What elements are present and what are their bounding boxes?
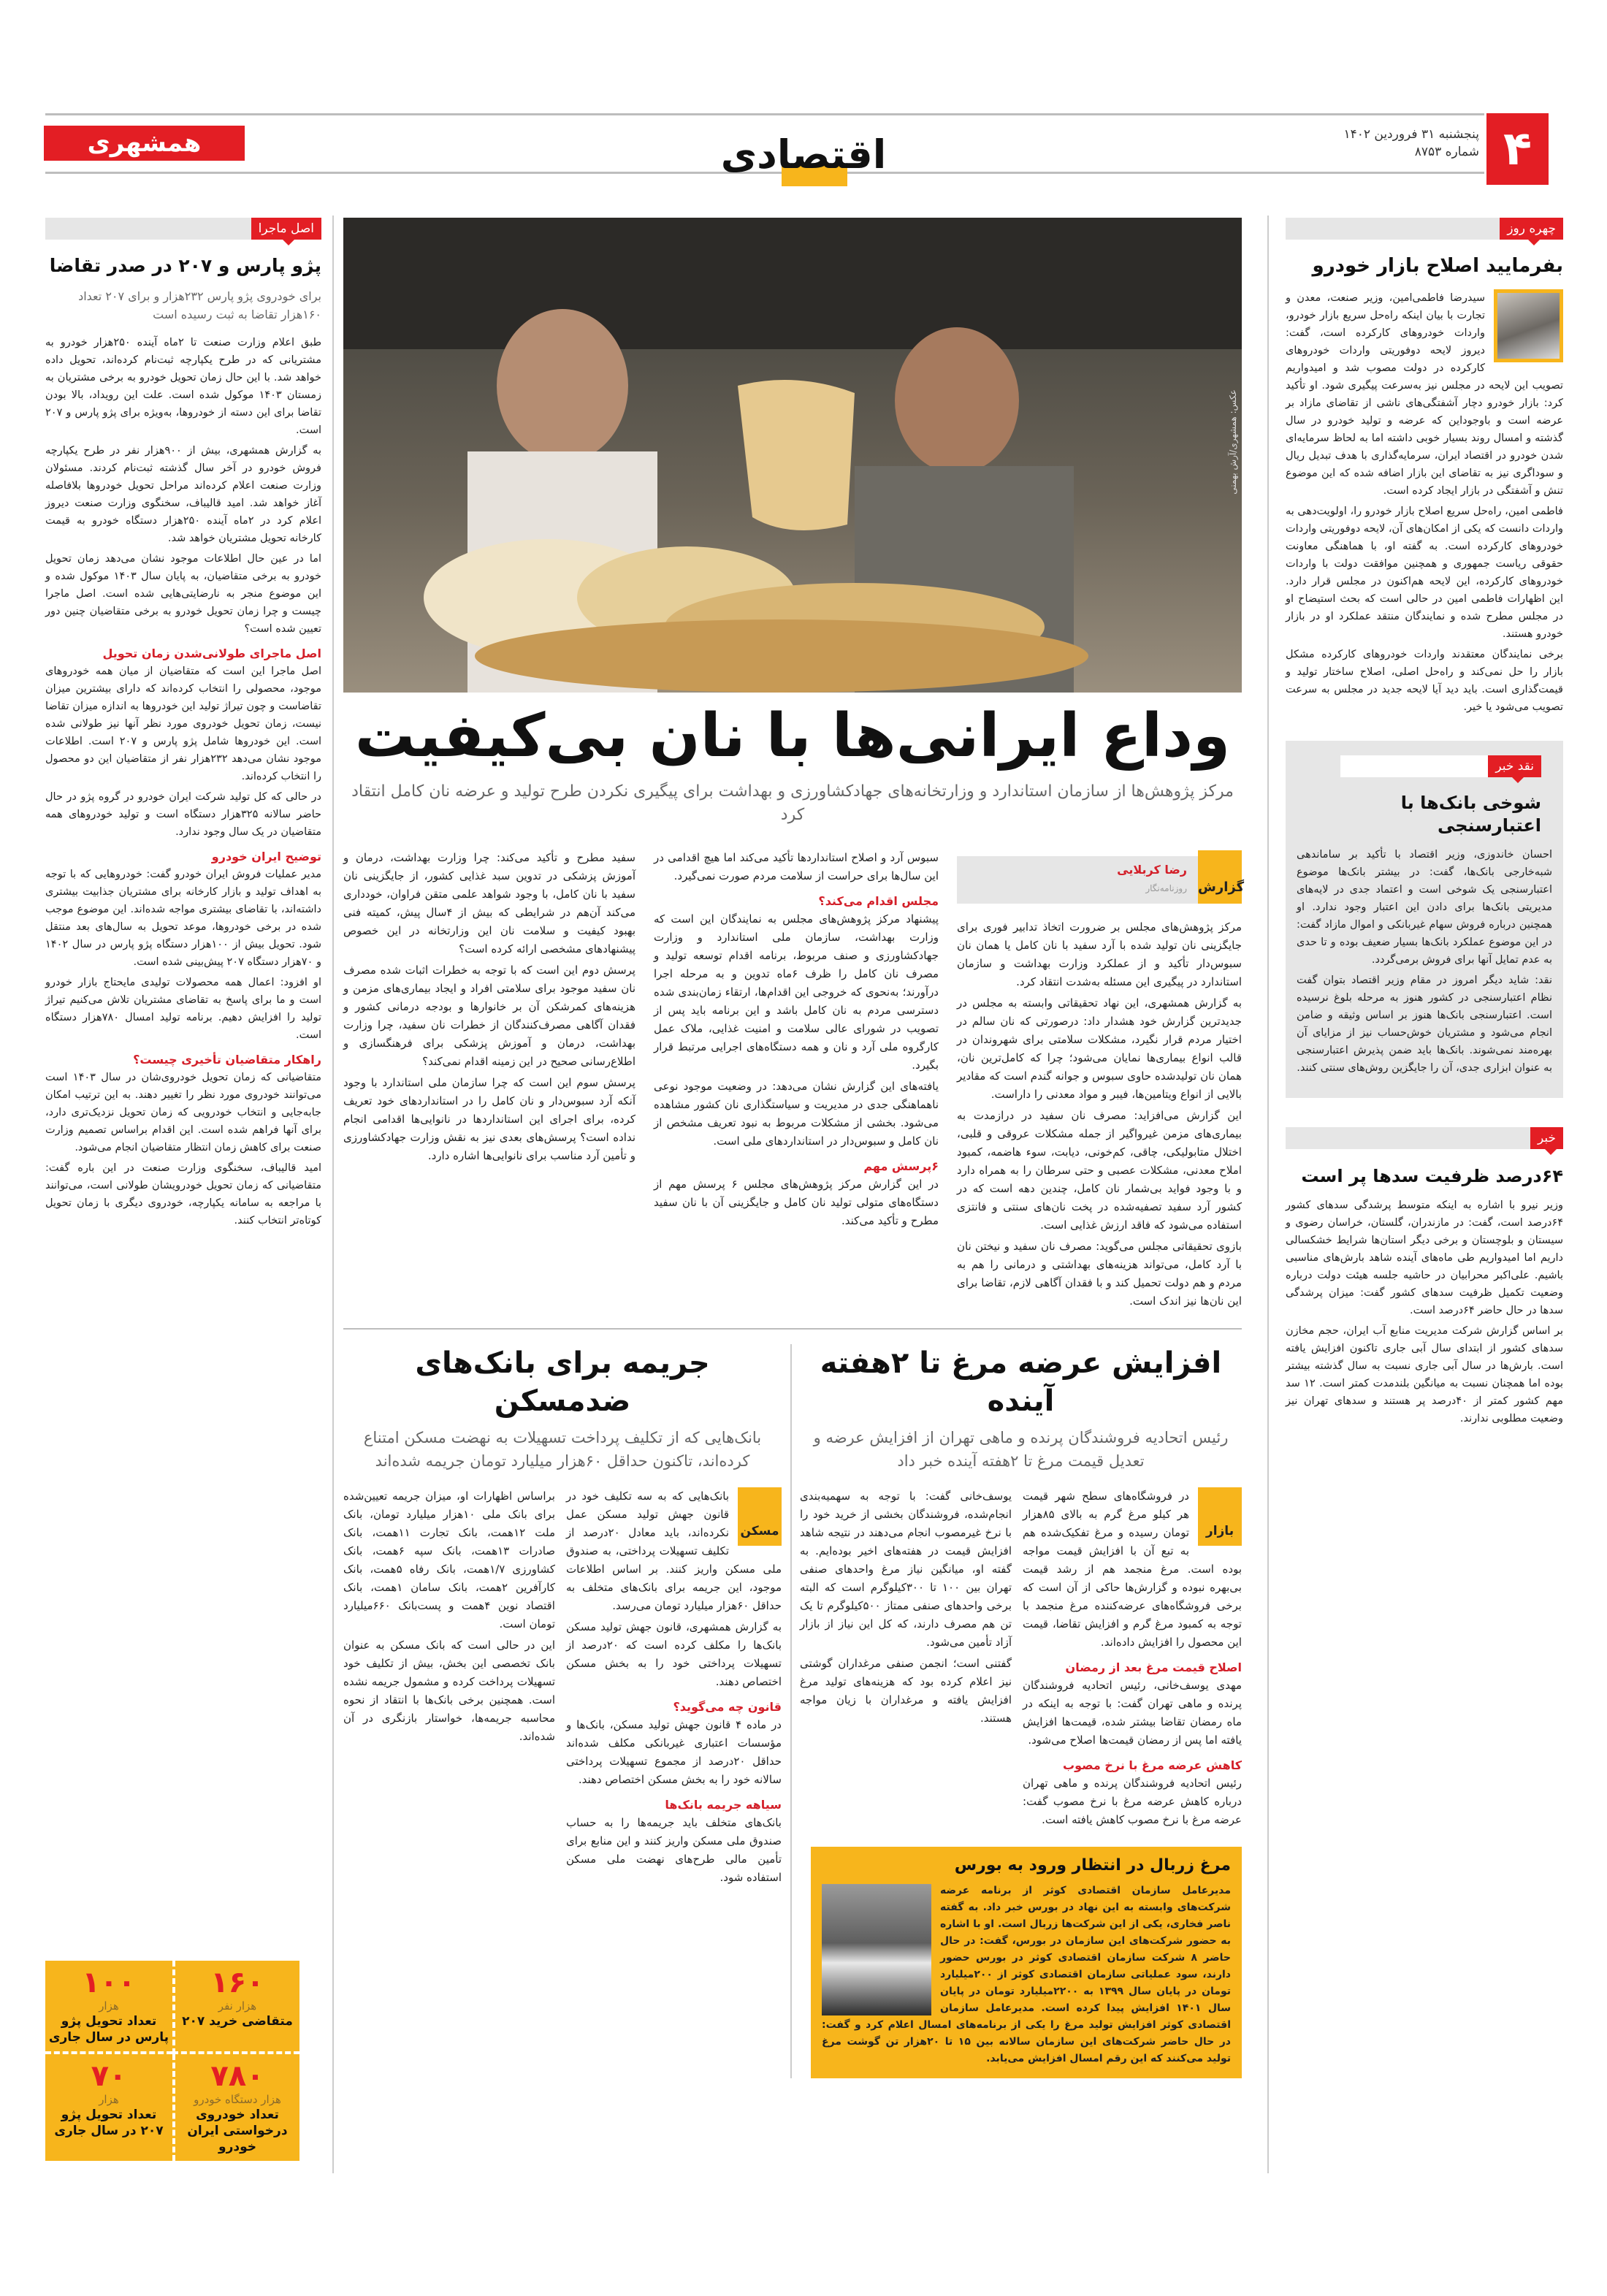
paragraph: بانک‌های متخلف باید جریمه‌ها را به حساب صندوق ملی مسکن واریز کنند و این منابع برای تأمین مالی طرح‌های نهضت ملی مسکن استفاده شود. (566, 1816, 782, 1884)
main-body-col2 (654, 849, 939, 1233)
stat-item (45, 1961, 172, 2054)
paragraph: اما در عین حال اطلاعات موجود نشان می‌دهد زمان تحویل خودرو به برخی متقاضیان، به پایان سال ۱۴۰۳ موکول شده و این موضوع منجر به نارضایتی‌هایی شده است. اصل ماجرا چیست و چرا زمان تحویل خودرو به برخی متقاضیان چنین دور تعیین شده است؟ (45, 552, 321, 635)
stats-box (45, 1961, 299, 2161)
chicken-article (800, 1344, 1242, 2078)
byline-box (957, 856, 1245, 904)
tag-critique: نقد خبر (1488, 755, 1541, 777)
issue-info (1315, 126, 1479, 161)
stat-item (172, 1961, 299, 2054)
kicker-housing: مسکن (738, 1487, 782, 1546)
stat-label: تعداد تحویل پژو ۲۰۷ در سال جاری (54, 2108, 164, 2138)
article-body (1286, 289, 1563, 719)
paragraph: در این گزارش مرکز پژوهش‌های مجلس ۶ پرسش مهم از دستگاه‌های متولی تولید نان کامل و جایگزینی آن با نان سفید مطرح و تأکید می‌کند. (654, 1178, 939, 1227)
bank-fine-article (343, 1344, 782, 2078)
subheading: اصل ماجرای طولانی‌شدن زمان تحویل (102, 646, 321, 660)
chicken-body-col1 (1023, 1487, 1242, 1832)
divider (343, 1328, 1242, 1330)
lower-articles-row (343, 1344, 1242, 2078)
article-title: بفرمایید اصلاح بازار خودرو (1312, 255, 1563, 277)
paragraph: مرکز پژوهش‌های مجلس بر ضرورت اتخاذ تدابیر فوری برای جایگزینی نان تولید شده با آرد سفید با نان کامل یا همان نان سبوس‌دار تأکید و از عملکرد وزارت بهداشت و سازمان استاندارد در پیگیری این مسئله به‌شدت انتقاد کرد. (957, 920, 1242, 988)
paragraph: سبوس آرد و اصلاح استانداردها تأکید می‌کند اما هیچ اقدامی در این سال‌ها برای حراست از سلامت مردم صورت نمی‌گیرد. (654, 851, 939, 882)
tag-bar (1286, 1127, 1563, 1149)
paragraph: او افزود: اعمال همه محصولات تولیدی مایحتاج بازار خودرو است و ما برای پاسخ به تقاضای مشتریان تلاش می‌کنیم تیراژ تولید را افزایش دهیم. برنامه تولید امسال ۷۸۰هزار دستگاه است. (45, 976, 322, 1041)
executive-photo (822, 1884, 931, 2015)
car-story-body (45, 334, 321, 1232)
paragraph: فاطمی امین، راه‌حل سریع اصلاح بازار خودرو را، اولویت‌دهی به واردات دانست که یکی از امکان‌های آن، لایحه دوفوریتی واردات خودروهای کارکرده است. به گفته او، با هماهنگی معاونت حقوقی ریاست جمهوری و همچنین موافقت دولت با واردات خودروهای کارکرده، این لایحه هم‌اکنون در مجلس قرار دارد. این اظهارات فاطمی امین در حالی است که بحث استیضاح او در مجلس مطرح شده و نمایندگان منتقد عملکرد او در بازار خودرو هستند. (1286, 505, 1563, 640)
paragraph: در ماده ۴ قانون جهش تولید مسکن، بانک‌ها و مؤسسات اعتباری غیربانکی مکلف شده‌اند حداقل ۲۰درصد از مجموع تسهیلات پرداختی سالانه خود را به بخش مسکن اختصاص دهند. (566, 1718, 782, 1786)
stat-unit: هزار دستگاه خودرو (194, 2093, 281, 2106)
main-body-row (343, 849, 1245, 1313)
tag-bar (1286, 218, 1563, 240)
paragraph: سفید مطرح و تأکید می‌کند: چرا وزارت بهداشت، درمان و آموزش پزشکی در تدوین سبد غذایی کشور، از جایگزینی نان سفید با نان کامل، با وجود شواهد علمی متقن فراوان، خودداری می‌کند آن‌هم در شرایطی که بیش از ۴سال پیش، کمیته فنی بهبود کیفیت و سلامت نان این وزارتخانه در این خصوص پیشنهادهای مشخصی ارائه کرده است؟ (343, 851, 635, 956)
stat-value: ۷۸۰ (210, 2059, 264, 2093)
stat-value: ۱۶۰ (210, 1966, 264, 1999)
paragraph: براساس اظهارات او، میزان جریمه تعیین‌شده برای بانک ملی ۱۰هزار میلیارد تومان، بانک ملت ۱۲همت، بانک تجارت ۱۱همت، بانک صادرات ۱۳همت، بانک سپه ۶همت، بانک کشاورزی ۱/۷همت، بانک رفاه ۵همت، بانک کارآفرین ۲همت، بانک سامان ۱همت، بانک اقتصاد نوین ۴همت و پست‌بانک ۶۶۰میلیارد تومان است. (343, 1490, 556, 1631)
paragraph: گفتنی است؛ انجمن صنفی مرغداران گوشتی نیز اعلام کرده بود که هزینه‌های تولید مرغ افزایش یافته و مرغداران با زیان مواجه هستند. (800, 1657, 1012, 1725)
bank-body-row (343, 1487, 782, 1890)
portrait-photo (1494, 289, 1563, 362)
author-name: رضا کربلایی (1117, 863, 1187, 877)
article-title: افزایش عرضه مرغ تا ۲هفته آینده (820, 1346, 1222, 1418)
subheading: کاهش عرضه مرغ با نرخ مصوب (1063, 1758, 1242, 1772)
column-divider (790, 1344, 792, 2078)
stat-label: تعداد تحویل پژو پارس در سال جاری (48, 2014, 169, 2045)
article-title: شوخی بانک‌ها با اعتبارسنجی (1400, 792, 1541, 836)
bank-body-col1 (566, 1487, 782, 1890)
stat-label: متقاضی خرید ۲۰۷ (182, 2014, 293, 2029)
tag-face-of-day: چهره روز (1500, 218, 1563, 240)
center-column (343, 218, 1245, 2078)
article-deck: برای خودروی پژو پارس ۲۳۲هزار و برای ۲۰۷ تعداد ۱۶۰هزار تقاضا به ثبت رسیده است (78, 289, 321, 321)
paragraph: در حالی که کل تولید شرکت ایران خودرو در گروه پژو در حال حاضر سالانه ۳۲۵هزار دستگاه است و تولید خودروهای همه متقاضیان در یک سال وجود ندارد. (45, 790, 321, 838)
paragraph: به گزارش همشهری، قانون جهش تولید مسکن بانک‌ها را مکلف کرده است که ۲۰درصد از تسهیلات پرداختی خود را به بخش مسکن اختصاص دهند. (566, 1620, 782, 1688)
article-body (1286, 1197, 1563, 1430)
page-number: ۴ (1486, 113, 1549, 185)
stat-unit: هزار (99, 2093, 119, 2106)
paragraph: این در حالی است که بانک مسکن به عنوان بانک تخصصی این بخش، بیش از تکلیف خود تسهیلات پرداخت کرده و مشمول جریمه نشده است. همچنین برخی بانک‌ها با انتقاد از نحوه محاسبه جریمه‌ها، خواستار بازنگری در آن شده‌اند. (343, 1639, 555, 1743)
paragraph: مهدی یوسف‌خانی، رئیس اتحادیه فروشندگان پرنده و ماهی تهران گفت: با توجه به اینکه در ماه رمضان تقاضا بیشتر شده، قیمت‌ها افزایش یافته اما پس از رمضان قیمت‌ها اصلاح می‌شود. (1023, 1679, 1242, 1747)
critique-box (1286, 741, 1563, 1098)
paragraph: متقاضیانی که زمان تحویل خودروی‌شان در سال ۱۴۰۳ است می‌توانند خودروی مورد نظر را تغییر دهند. به این ترتیب امکان جابه‌جایی و انتخاب خودرویی که زمان تحویل نزدیک‌تری دارد، برای آنها فراهم شده است. این اقدام براساس تصمیم وزارت صنعت برای کاهش زمان انتظار متقاضیان انجام می‌شود. (45, 1071, 321, 1153)
box-title: مرغ زربال در انتظار ورود به بورس (954, 1856, 1231, 1874)
article-title: جریمه برای بانک‌های ضدمسکن (415, 1346, 710, 1418)
tag-origin: اصل ماجرا (251, 218, 321, 240)
header-rule-top (45, 113, 1484, 115)
paragraph: بر اساس گزارش شرکت مدیریت منابع آب ایران، حجم مخازن سدهای کشور از ابتدای سال آبی جاری تاکنون افزایش یافته است. بارش‌ها در سال آبی جاری نسبت به سال گذشته بیشتر بوده اما همچنان نسبت به میانگین بلندمدت کمتر است. ۱۲ سد مهم کشور کمتر از ۴۰درصد پر هستند و سدهای تهران نیز وضعیت مطلوبی ندارند. (1286, 1325, 1563, 1425)
subheading: مجلس اقدام می‌کند؟ (818, 894, 939, 908)
paragraph: یافته‌های این گزارش نشان می‌دهد: در وضعیت موجود نوعی ناهماهنگی جدی در مدیریت و سیاستگذاری نان کشور مشاهده می‌شود. بخشی از مشکلات مربوط به نبود تعریف مشخص از نان کامل و سبوس‌دار در استانداردهای ملی است. (654, 1080, 939, 1148)
author-role: روزنامه‌نگار (1145, 883, 1187, 893)
stat-unit: هزار نفر (218, 1999, 257, 2013)
section-label: اقتصادی (720, 131, 887, 178)
subheading: اصلاح قیمت مرغ بعد از رمضان (1065, 1660, 1242, 1674)
paragraph: امید قالیباف، سخنگوی وزارت صنعت در این باره گفت: متقاضیانی که زمان تحویل خودرویشان طولانی است، می‌توانند با مراجعه به سامانه یکپارچه، خودروی دیگری با زمان تحویل کوتاه‌تر انتخاب کنند. (45, 1162, 321, 1227)
paragraph: بانک‌هایی که به سه تکلیف خود در قانون جهش تولید مسکن عمل نکرده‌اند، باید معادل ۲۰درصد از تکلیف تسهیلات پرداختی، به صندوق ملی مسکن واریز کنند. بر اساس اطلاعات موجود، این جریمه برای بانک‌های متخلف به حداقل ۶۰هزار میلیارد تومان می‌رسد. (566, 1490, 782, 1612)
subheading: راهکار متقاضیان تأخیری چیست؟ (133, 1052, 321, 1067)
tag-bar (45, 218, 321, 240)
tag-bar (1340, 755, 1541, 777)
bakery-photo (343, 218, 1242, 693)
section-title (709, 131, 898, 178)
column-divider (332, 216, 334, 2173)
paragraph: به گزارش همشهری، این نهاد تحقیقاتی وابسته به مجلس در جدیدترین گزارش خود هشدار داد: درصورتی که نان سالم در اختیار مردم قرار نگیرد، مشکلات سلامتی برای شهروندان در قالب انواع بیماری‌ها نمایان می‌شود؛ چرا که کامل‌ترین نان، همان نان تولیدشده حاوی سبوس و جوانه گندم است که مقادیر بالایی از انواع ویتامین‌ها، فیبر و مواد معدنی را داراست. (957, 996, 1242, 1101)
stat-item (45, 2054, 172, 2161)
article-body (1297, 846, 1552, 1077)
paragraph: بازوی تحقیقاتی مجلس می‌گوید: مصرف نان سفید و نیختن نان با آرد کامل، می‌تواند هزینه‌های بهداشتی و درمانی را هم به مردم و هم دولت تحمیل کند و با فقدان آگاهی لازم، تقاضا برای این نان‌ها نیز اندک است. (957, 1240, 1242, 1308)
main-headline: وداع ایرانی‌ها با نان بی‌کیفیت (354, 701, 1231, 771)
paragraph: نقد: شاید دیگر امروز در مقام وزیر اقتصاد بتوان گفت نظام اعتبارسنجی در کشور هنوز به مرحله بلوغ نرسیده است. اعتبارسنجی بانک‌ها هنوز بر اساس وثیقه و ضامن انجام می‌شود و مشتریان خوش‌حساب نیز از مزایای آن بهره‌مند نمی‌شوند. بانک‌ها باید ضمن پذیرش اعتبارسنجی به عنوان ابزاری جدی، آن را جایگزین روش‌های سنتی کنند. (1297, 975, 1552, 1075)
box-body: مدیرعامل سازمان اقتصادی کوثر از برنامه عرضه شرکت‌های وابسته به این نهاد در بورس خبر داد. به گفته ناصر فخاری، یکی از این شرکت‌ها زربال است. او با اشاره به حضور شرکت‌های این سازمان در بورس، گفت: در حال حاضر ۸ شرکت سازمان اقتصادی کوثر در بورس حضور دارند، سود عملیاتی سازمان اقتصادی کوثر از ۲۰۰میلیارد تومان در پایان سال ۱۳۹۹ به ۲۲۰۰میلیارد تومان در پایان سال ۱۴۰۱ افزایش پیدا کرده است. مدیرعامل سازمان اقتصادی کوثر افزایش تولید مرغ را یکی از برنامه‌های امسال اعلام کرد و گفت: در حال حاضر شرکت‌های این سازمان سالانه بین ۱۵ تا ۲۰هزار تن گوشت مرغ تولید می‌کنند که این رقم امسال افزایش می‌یابد. (822, 1884, 1232, 2064)
article-title: پژو پارس و ۲۰۷ در صدر تقاضا (49, 255, 321, 276)
paragraph: طبق اعلام وزارت صنعت تا ۲ماه آینده ۲۵۰هزار خودرو به مشتریانی که در طرح یکپارچه ثبت‌نام کرده‌اند، تحویل داده خواهد شد. با این حال زمان تحویل خودرو به برخی مشتریان به زمستان ۱۴۰۳ موکول شده است. علت این رویداد، بالا بودن تقاضا برای این دسته از خودروها، به‌ویژه برای پژو پارس و ۲۰۷ است. (45, 336, 321, 436)
stat-value: ۱۰۰ (82, 1966, 136, 1999)
article-deck: رئیس اتحادیه فروشندگان پرنده و ماهی تهران از افزایش عرضه و تعدیل قیمت مرغ تا ۲هفته آینده خبر داد (813, 1429, 1229, 1470)
subheading: ۶پرسش مهم (863, 1159, 939, 1173)
right-column (1286, 218, 1563, 1430)
bakers-illustration (343, 218, 1242, 693)
paragraph: در فروشگاه‌های سطح شهر قیمت هر کیلو مرغ گرم به بالای ۸۵هزار تومان رسیده و مرغ تفکیک‌شده هم به تبع آن با افزایش قیمت مواجه بوده است. مرغ منجمد هم از رشد قیمت بی‌بهره نبوده و گزارش‌ها حاکی از آن است که برخی فروشگاه‌های عرضه‌کننده مرغ منجمد با توجه به کمبود مرغ گرم و افزایش تقاضا، قیمت این محصول را افزایش داده‌اند. (1023, 1490, 1242, 1649)
stat-unit: هزار (99, 1999, 119, 2013)
paragraph: برخی نمایندگان معتقدند واردات خودروهای کارکرده مشکل بازار را حل نمی‌کند و راه‌حل اصلی، اصلاح ساختار تولید و قیمت‌گذاری است. باید دید آیا لایحه جدید در مجلس به سرعت تصویب می‌شود یا خیر. (1286, 648, 1563, 713)
subheading: سیاهه جریمه بانک‌ها (665, 1798, 782, 1812)
article-title: ۶۴درصد ظرفیت سدها پر است (1301, 1166, 1563, 1187)
zarbal-box (811, 1847, 1242, 2078)
paragraph: رئیس اتحادیه فروشندگان پرنده و ماهی تهران درباره کاهش عرضه مرغ با نرخ مصوب گفت: عرضه مرغ با نرخ مصوب کاهش یافته است. (1023, 1777, 1242, 1826)
chicken-body-col2 (800, 1487, 1012, 1731)
stat-value: ۷۰ (91, 2059, 127, 2093)
paragraph: به گزارش همشهری، بیش از ۹۰۰هزار نفر در طرح یکپارچه فروش خودرو در آخر سال گذشته ثبت‌نام کردند. مسئولان وزارت صنعت اعلام کرده‌اند مراحل تحویل خودروها بلافاصله آغاز خواهد شد. امید قالیباف، سخنگوی وزارت صنعت دیروز اعلام کرد در ۲ماه آینده ۲۵۰هزار دستگاه خودرو به قیمت کارخانه تحویل مشتریان خواهد شد. (45, 444, 321, 544)
article-deck: بانک‌هایی که از تکلیف پرداخت تسهیلات به نهضت مسکن امتناع کرده‌اند، تاکنون حداقل ۶۰هزار میلیارد تومان جریمه شده‌اند (363, 1429, 762, 1470)
paragraph: اصل ماجرا این است که متقاضیان از میان همه خودروهای موجود، محصولی را انتخاب کرده‌اند که دارای بیشترین میزان تقاضاست و چون تیراژ تولید این خودروها به اندازه میزان تقاضا نیست، زمان تحویل خودروی مورد نظر آنها نیز طولانی شده است. این خودروها شامل پژو پارس و ۲۰۷ است. اطلاعات موجود نشان می‌دهد ۲۳۲هزار نفر از متقاضیان این دو محصول را انتخاب کرده‌اند. (45, 665, 322, 782)
main-body-col3 (343, 849, 635, 1168)
column-divider (1267, 216, 1269, 2173)
chicken-body-row (800, 1487, 1242, 1832)
paragraph: یوسف‌خانی گفت: با توجه به سهمیه‌بندی انجام‌شده، فروشندگان بخشی از خرید خود را با نرخ غیرمصوب انجام می‌دهند در نتیجه شاهد افزایش قیمت در هفته‌های اخیر بوده‌ایم. به گفته او، میانگین نیاز مرغ واحدهای صنفی تهران بین ۱۰۰ تا ۳۰۰کیلوگرم است که البته برخی واحدهای صنفی ممتاز ۵۰۰کیلوگرم تا یک تن هم مصرف دارند، که کل این نیاز از بازار آزاد تأمین می‌شود. (800, 1490, 1012, 1649)
photo-credit: عکس: همشهری/آرش بهمنی (1228, 389, 1239, 495)
bank-body-col2 (343, 1487, 555, 1749)
main-body-col1-text (957, 918, 1242, 1311)
paragraph: پرسش دوم این است که با توجه به خطرات اثبات شده مصرف نان سفید موجود برای سلامتی افراد و ایجاد بیماری‌های مزمن و هزینه‌های کمرشکن آن بر خانوارها و بودجه درمانی کشور و فقدان آگاهی مصرف‌کنندگان از خطرات نان سفید، چرا وزارت بهداشت، درمان و آموزش پزشکی برای فرهنگسازی و اطلاع‌رسانی صحیح در این زمینه اقدام نمی‌کند؟ (343, 964, 635, 1068)
kicker-market: بازار (1198, 1487, 1242, 1546)
paragraph: پیشنهاد مرکز پژوهش‌های مجلس به نمایندگان این است که وزارت بهداشت، سازمان ملی استاندارد و وزارت جهادکشاورزی و صنف مربوط، برنامه اقدام توسعه تولید و مصرف نان کامل را ظرف ۶ماه تدوین و به مرحله اجرا درآورند؛ به‌نحوی که خروجی این اقدام‌ها، ارتقاء زمان‌بندی شده دسترسی مردم به نان کامل باشد و این برنامه باید پس از تصویب در شورای عالی سلامت و امنیت غذایی، ملاک عمل کارگروه ملی آرد و نان و همه دستگاه‌های اجرایی مرتبط قرار بگیرد. (654, 912, 939, 1072)
stat-label: تعداد خودروی درخواستی ایران خودرو (187, 2108, 288, 2154)
paragraph: پرسش سوم این است که چرا سازمان ملی استاندارد با وجود آنکه آرد سبوس‌دار و نان کامل را در استانداردهای خود تعریف کرده، برای اجرای این استانداردها در نانوایی‌ها اقدامی انجام نداده است؟ پرسش‌های بعدی نیز به نقش وزارت جهادکشاورزی و تأمین آرد مناسب برای نانوایی‌ها اشاره دارد. (343, 1076, 635, 1162)
stats-wrapper (45, 1939, 321, 2161)
paragraph: مدیر عملیات فروش ایران خودرو گفت: خودروهایی که با توجه به اهداف تولید و بازار کارخانه برای مشتریان جذابیت بیشتری داشته‌اند، با تقاضای بیشتری مواجه شده‌اند. این موضوع موجب شده در برخی خودروها، موعد تحویل به سال‌های بعد منتقل شود. تحویل بیش از ۱۰۰هزار دستگاه پژو پارس در سال ۱۴۰۲ و ۷۰هزار دستگاه ۲۰۷ پیش‌بینی شده است. (45, 868, 321, 968)
stat-item (172, 2054, 299, 2161)
issue-number: شماره ۸۷۵۳ (1414, 145, 1479, 159)
main-body-col1 (957, 849, 1245, 1313)
kicker-report: گزارش (1198, 850, 1242, 904)
subheading: قانون چه می‌گوید؟ (673, 1700, 782, 1714)
issue-date: پنجشنبه ۳۱ فروردین ۱۴۰۲ (1343, 127, 1479, 142)
paragraph: این گزارش می‌افزاید: مصرف نان سفید در درازمدت به بیماری‌های مزمن غیرواگیر از جمله مشکلات عروقی و قلبی، اختلال متابولیکی، چاقی، کم‌خونی، دیابت، سوء هاضمه، کمبود املاح معدنی، مشکلات عصبی و حتی سرطان را به همراه دارد و با وجود فواید بی‌شمار نان کامل، چندین دهه است که در کشور آرد سفید تصفیه‌شده در پخت نان‌های سنتی و فانتزی استفاده می‌شود که فاقد ارزش غذایی است. (957, 1109, 1242, 1232)
subheading: توضیح ایران خودرو (211, 849, 321, 863)
paragraph: وزیر نیرو با اشاره به اینکه متوسط پرشدگی سدهای کشور ۶۴درصد است، گفت: در مازندران، گلستان، خراسان رضوی و سیستان و بلوچستان و برخی دیگر استان‌ها شرایط خشکسالی داریم اما امیدواریم طی ماه‌های آینده شاهد بارش‌های مناسبی باشیم. علی‌اکبر محرابیان در حاشیه جلسه هیئت دولت درباره وضعیت تکمیل ظرفیت سدهای کشور گفت: میزان پرشدگی سدها در حال حاضر ۶۴درصد است. (1286, 1200, 1563, 1317)
newspaper-logo: همشهری (44, 126, 245, 161)
tag-news: خبر (1530, 1127, 1563, 1149)
paragraph: احسان خاندوزی، وزیر اقتصاد با تأکید بر ساماندهی شبه‌خارجی بانک‌ها، گفت: در بیشتر بانک‌ها موضوع اعتبارسنجی یک شوخی است و اعتماد جدی در لایه‌های مدیریتی بانک‌ها برای دادن این اعتبار وجود ندارد. او همچنین درباره فروش سهام غیربانکی و اموال مازاد گفت: در این موضوع عملکرد بانک‌ها بسیار ضعیف بوده و تا حدی به عدم تمایل آنها برای فروش برمی‌گردد. (1297, 849, 1552, 966)
left-column (45, 218, 321, 2161)
main-deck: مرکز پژوهش‌ها از سازمان استاندارد و وزارتخانه‌های جهادکشاورزی و بهداشت برای پیگیری نکردن طرح تولید و عرضه نان کامل انتقاد کرد (351, 782, 1234, 824)
paragraph: سیدرضا فاطمی‌امین، وزیر صنعت، معدن و تجارت با بیان اینکه راه‌حل سریع بازار خودرو، واردات خودروهای کارکرده است، گفت: دیروز لایحه دوفوریتی واردات خودروهای کارکرده در دولت مصوب شد و امیدواریم تصویب این لایحه در مجلس نیز به‌سرعت پیگیری شود. او تأکید کرد: بازار خودرو دچار آشفتگی‌های ناشی از تقاضای مازاد بر عرضه است و باوجوداین که عرضه و تولید خودرو در سال گذشته و امسال روند بسیار خوبی داشته اما به لحاظ سرمایه‌ای شدن خودرو در اقتصاد ایران، سرمایه‌گذاری با هدف تبدیل ریال و سوداگری نیز به تقاضای این بازار اضافه شده که این موضوع تنش و آشفتگی در بازار ایجاد کرده است. (1286, 291, 1563, 497)
